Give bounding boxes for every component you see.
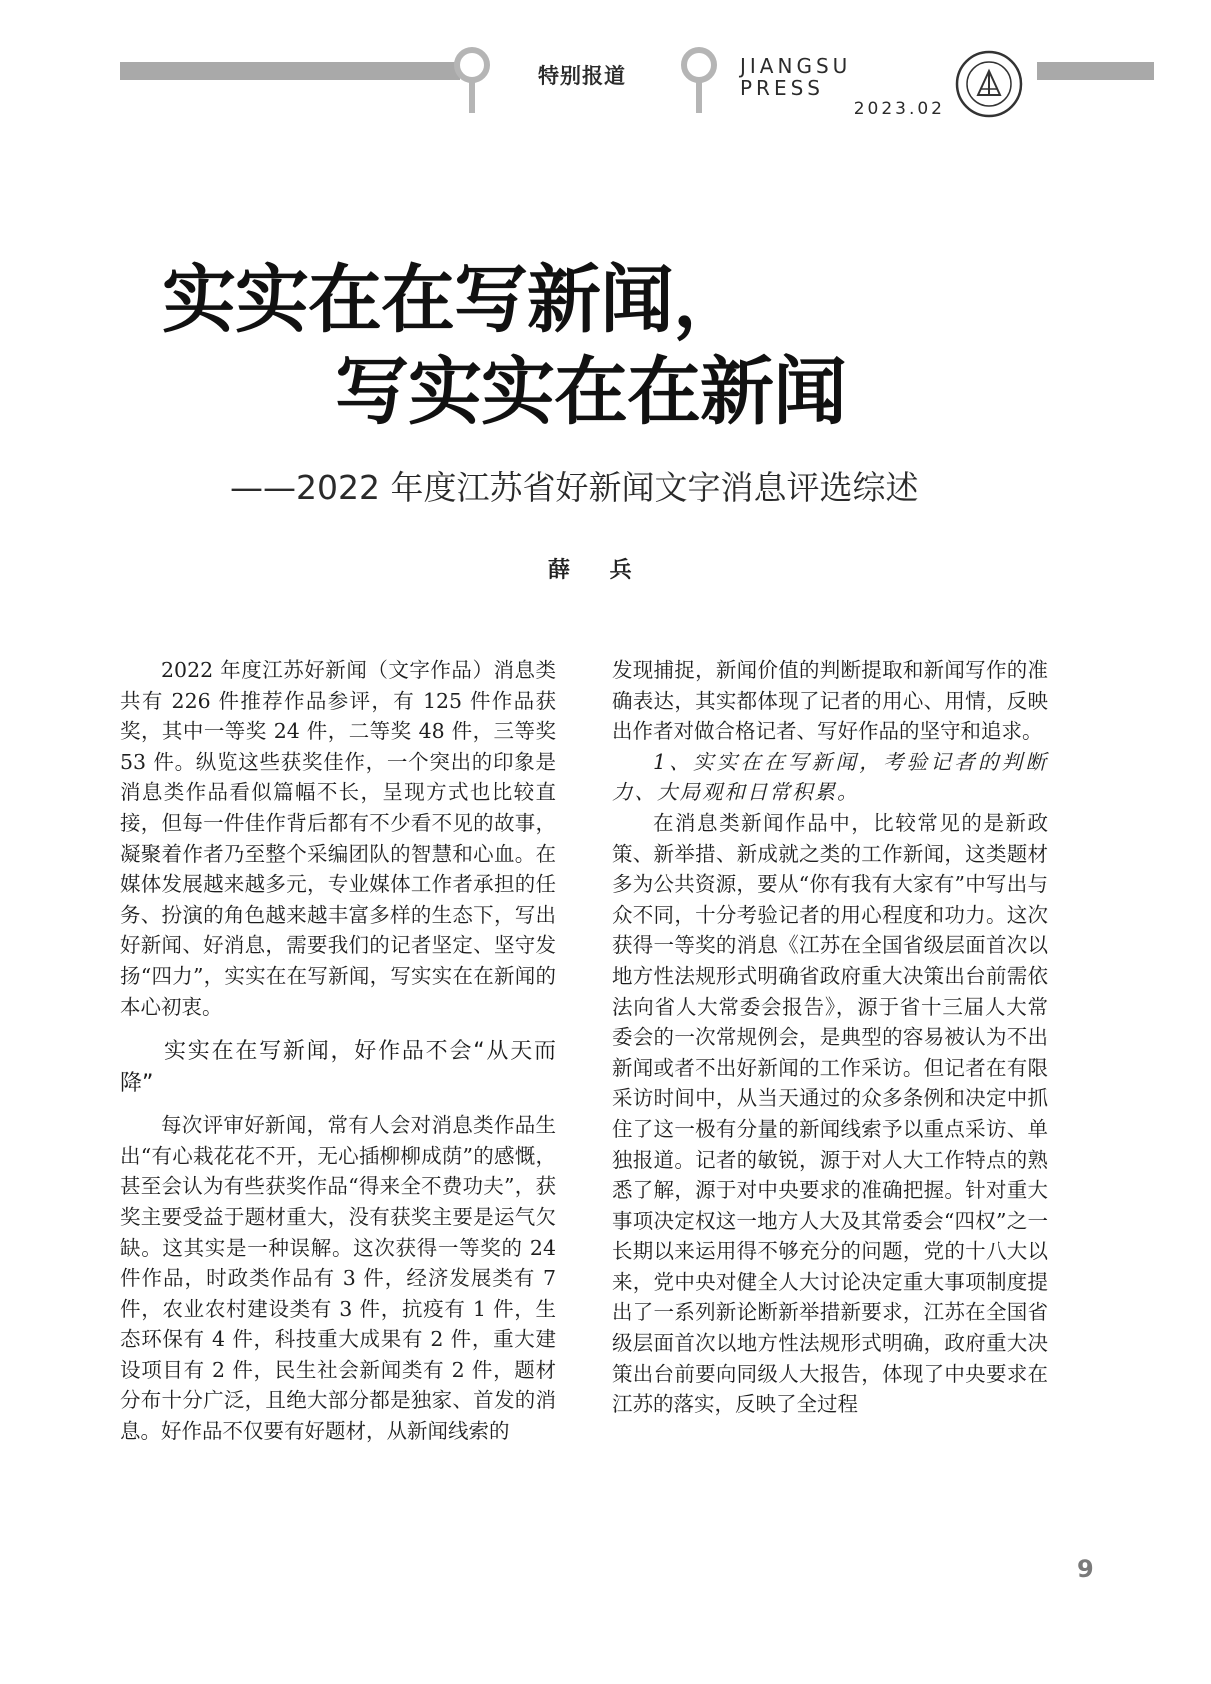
paragraph: 2022 年度江苏好新闻（文字作品）消息类共有 226 件推荐作品参评，有 125 件作品获奖，其中一等奖 24 件，二等奖 48 件，三等奖 53 件。纵览这些获奖佳作，一个突出的印象是消息类作品看似篇幅不长，呈现方式也比较直接，但每一件佳作背后都有不少看不见的故事，凝聚着作者乃至整个采编团队的智慧和心血。在媒体发展越来越多元，专业媒体工作者承担的任务、扮演的角色越来越丰富多样的生态下，写出好新闻、好消息，需要我们的记者坚定、坚守发扬“四力”，实实在在写新闻，写实实在在新闻的本心初衷。 [120,658,556,1019]
author: 薛 兵 [548,557,648,583]
section-label: 特别报道 [538,64,626,88]
sub-point-heading: 1、实实在在写新闻，考验记者的判断力、大局观和日常积累。 [612,749,1048,805]
press-masthead [740,55,945,119]
map-pin-icon [453,46,491,116]
paragraph: 发现捕捉，新闻价值的判断提取和新闻写作的准确表达，其实都体现了记者的用心、用情，反映出作者对做合格记者、写好作品的坚守和追求。 [612,658,1048,744]
press-name: JIANGSU PRESS [740,54,852,100]
left-column [120,655,556,1447]
header-bar-left [120,62,460,80]
page-number: 9 [1077,1555,1094,1583]
issue-number: 2023.02 [853,99,945,119]
map-pin-icon [680,46,718,116]
section-heading: 实实在在写新闻，好作品不会“从天而降” [120,1039,556,1097]
paragraph: 在消息类新闻作品中，比较常见的是新政策、新举措、新成就之类的工作新闻，这类题材多为公共资源，要从“你有我有大家有”中写出与众不同，十分考验记者的用心程度和功力。这次获得一等奖的消息《江苏在全国省级层面首次以地方性法规形式明确省政府重大决策出台前需依法向省人大常委会报告》，源于省十三届人大常委会的一次常规例会，是典型的容易被认为不出新闻或者不出好新闻的工作采访。但记者在有限采访时间中，从当天通过的众多条例和决定中抓住了这一极有分量的新闻线索予以重点采访、单独报道。记者的敏锐，源于对人大工作特点的熟悉了解，源于对中央要求的准确把握。针对重大事项决定权这一地方人大及其常委会“四权”之一长期以来运用得不够充分的问题，党的十八大以来，党中央对健全人大讨论决定重大事项制度提出了一系列新论断新举措新要求，江苏在全国省级层面首次以地方性法规形式明确，政府重大决策出台前要向同级人大报告，体现了中央要求在江苏的落实，反映了全过程 [612,810,1048,1417]
main-title-line-1: 实实在在写新闻， [162,257,746,343]
right-column [612,655,1048,1420]
subtitle: ——2022 年度江苏省好新闻文字消息评选综述 [230,468,919,507]
paragraph: 每次评审好新闻，常有人会对消息类作品生出“有心栽花花不开，无心插柳柳成荫”的感慨，甚至会认为有些获奖作品“得来全不费功夫”，获奖主要受益于题材重大，没有获奖主要是运气欠缺。这其实是一种误解。这次获得一等奖的 24 件作品，时政类作品有 3 件，经济发展类有 7 件，农业农村建设类有 3 件，抗疫有 1 件，生态环保有 4 件，科技重大成果有 2 件，重大建设项目有 2 件，民生社会新闻类有 2 件，题材分布十分广泛，且绝大部分都是独家、首发的消息。好作品不仅要有好题材，从新闻线索的 [120,1113,556,1444]
main-title-line-2: 写实实在在新闻 [335,349,846,435]
association-seal-icon [954,49,1024,119]
header-bar-right [1037,62,1154,80]
